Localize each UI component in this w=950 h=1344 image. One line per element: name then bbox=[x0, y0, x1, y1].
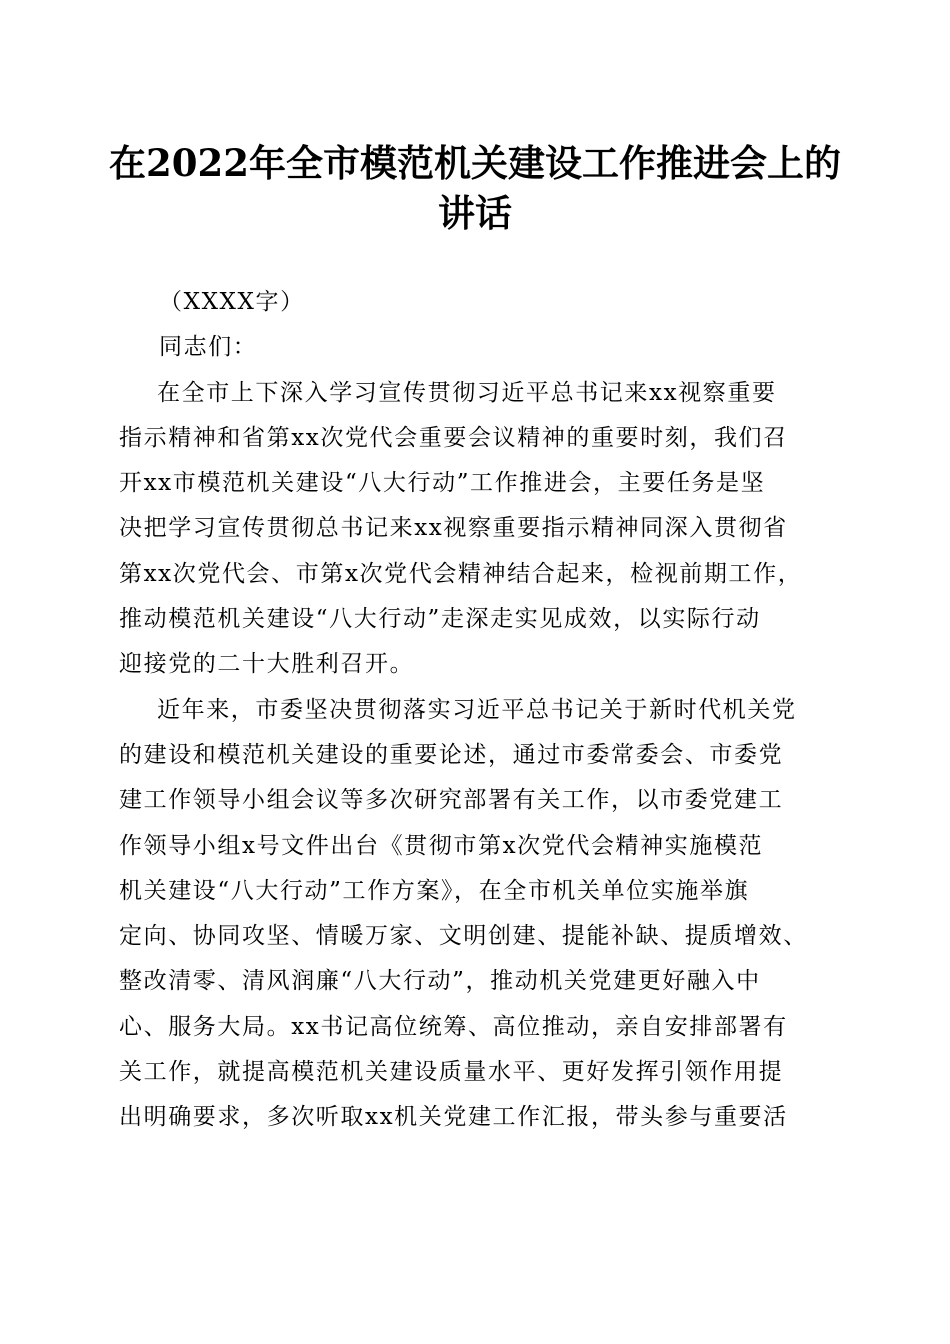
paragraph-line: 心、服务大局。xx书记高位统筹、高位推动，亲自安排部署有 bbox=[119, 1013, 788, 1040]
salutation: 同志们： bbox=[159, 334, 258, 361]
title-line-2: 讲话 bbox=[438, 191, 512, 235]
paragraph-line: 在全市上下深入学习宣传贯彻习近平总书记来xx视察重要 bbox=[157, 379, 777, 406]
paragraph-line: 定向、协同攻坚、情暖万家、文明创建、提能补缺、提质增效、 bbox=[119, 923, 808, 950]
paragraph-line: 建工作领导小组会议等多次研究部署有关工作，以市委党建工 bbox=[119, 787, 784, 814]
document-title bbox=[100, 138, 850, 238]
paragraph-line: 出明确要求，多次听取xx机关党建工作汇报，带头参与重要活 bbox=[119, 1104, 788, 1131]
word-count: （XXXX字） bbox=[159, 289, 305, 315]
paragraph-line: 指示精神和省第xx次党代会重要会议精神的重要时刻，我们召 bbox=[119, 424, 788, 451]
paragraph-1 bbox=[119, 371, 841, 688]
title-line-1: 在2022年全市模范机关建设工作推进会上的 bbox=[109, 141, 841, 185]
paragraph-2 bbox=[119, 688, 841, 1141]
paragraph-line: 的建设和模范机关建设的重要论述，通过市委常委会、市委党 bbox=[119, 741, 784, 768]
paragraph-line: 机关建设“八大行动”工作方案》，在全市机关单位实施举旗 bbox=[119, 877, 750, 904]
paragraph-line: 整改清零、清风润廉“八大行动”，推动机关党建更好融入中 bbox=[119, 968, 761, 995]
paragraph-line: 推动模范机关建设“八大行动”走深走实见成效，以实际行动 bbox=[119, 606, 761, 633]
paragraph-line: 第xx次党代会、市第x次党代会精神结合起来，检视前期工作， bbox=[119, 560, 803, 587]
paragraph-line: 开xx市模范机关建设“八大行动”工作推进会，主要任务是坚 bbox=[119, 470, 766, 497]
paragraph-line: 近年来，市委坚决贯彻落实习近平总书记关于新时代机关党 bbox=[157, 696, 797, 723]
document-body bbox=[119, 280, 841, 1141]
paragraph-line: 决把学习宣传贯彻总书记来xx视察重要指示精神同深入贯彻省 bbox=[119, 515, 788, 542]
paragraph-line: 迎接党的二十大胜利召开。 bbox=[119, 651, 415, 678]
paragraph-line: 关工作，就提高模范机关建设质量水平、更好发挥引领作用提 bbox=[119, 1059, 784, 1086]
paragraph-line: 作领导小组x号文件出台《贯彻市第x次党代会精神实施模范 bbox=[119, 832, 764, 859]
